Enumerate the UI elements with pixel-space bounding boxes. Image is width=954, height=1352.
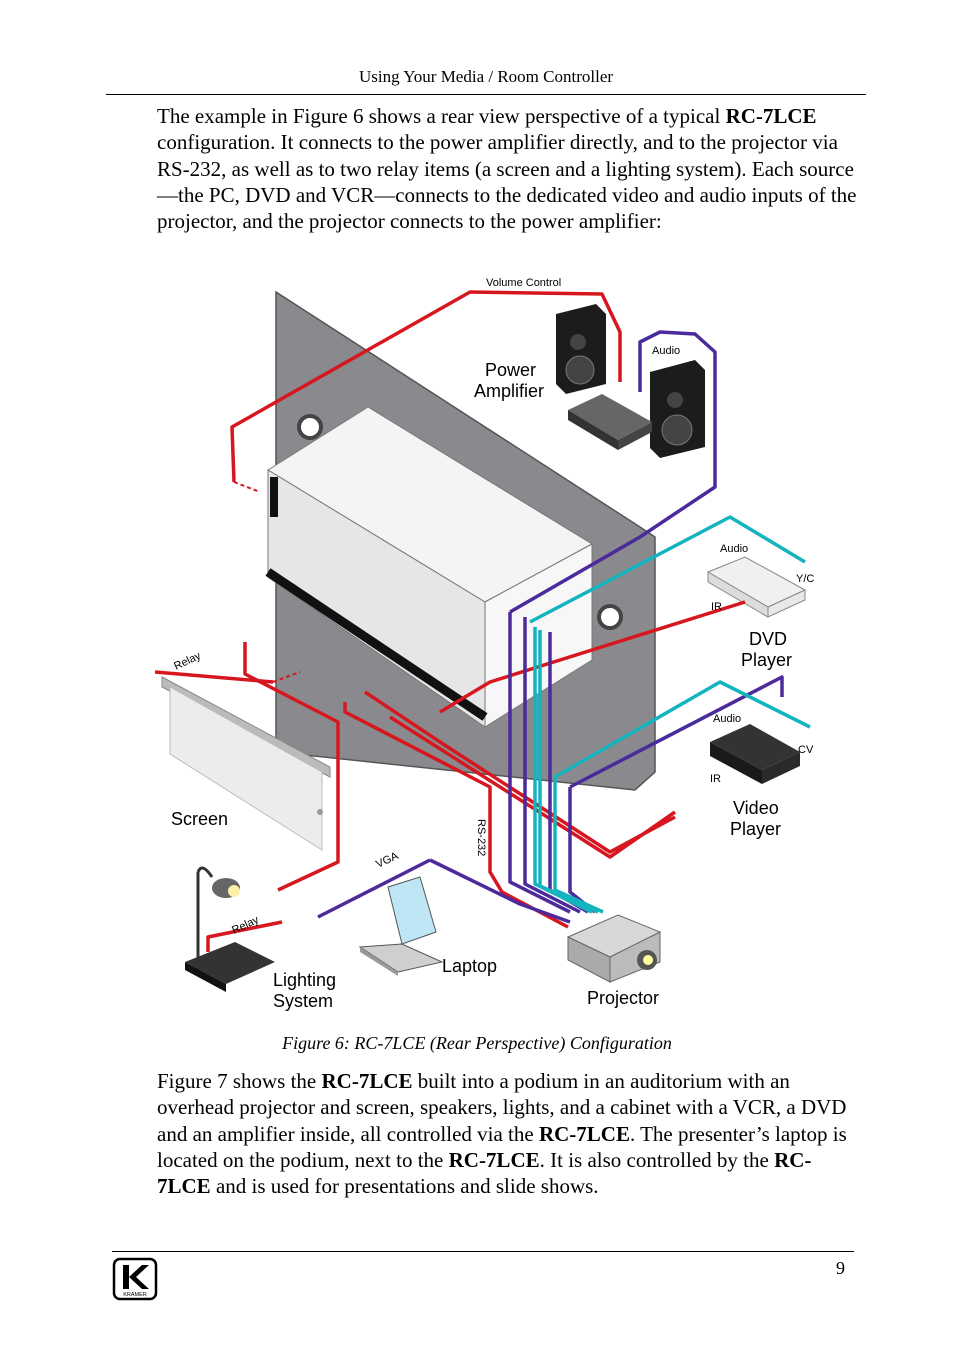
label-projector: Projector [587,988,660,1008]
label-rs232: RS-232 [475,819,487,857]
label-dvd-player: Player [741,650,793,670]
speaker [650,360,705,458]
text-run: . It is also controlled by the [539,1147,775,1172]
label-yc: Y/C [796,573,815,585]
projector-device [568,915,660,982]
label-dvd-player: DVD [749,629,788,649]
label-power-amplifier: Amplifier [474,381,545,401]
text-run: . The presenter’s laptop is located on the podium, next to the [157,1121,847,1172]
text-run: and is used for presentations and slide shows. [210,1174,599,1199]
label-relay-light: Relay [230,913,261,937]
label-power-amplifier: Power [485,360,537,380]
text-run: built into a podium in an auditorium with an overhead projector and screen, speakers, lights, and a cabinet with a VCR, a DVD and an amplifier inside, all controlled via the [157,1069,847,1146]
kramer-logo [112,1257,160,1301]
label-ir-dvd: IR [711,601,722,613]
mount-hole [599,606,621,628]
mount-hole [299,416,321,438]
video-player-device [710,724,800,784]
footer-rule [112,1251,854,1252]
label-ir-video: IR [710,773,721,785]
outro-paragraph [157,1068,857,1199]
label-audio-amp: Audio [652,345,681,357]
text-run: configuration. It connects to the power amplifier directly, and to the projector via RS-232, as well as to two relay items (a screen and a lighting system). Each source—the PC, DVD and VCR—connects to the dedicated video and audio inputs of the projector, and the projector connects to the power amplifier: [157,130,857,234]
product-name: RC-7LCE [321,1069,413,1093]
product-name: RC-7LCE [725,104,817,128]
figure-caption: Figure 6: RC-7LCE (Rear Perspective) Configuration [282,1033,672,1053]
lighting-system-device [185,868,275,992]
page-number: 9 [836,1258,845,1278]
label-volume-control: Volume Control [486,277,562,289]
label-lighting-system: Lighting [273,970,337,990]
label-audio-dvd: Audio [720,543,749,555]
text-run: The example in Figure 6 shows a rear view perspective of a typical [157,104,726,128]
intro-paragraph [157,103,857,234]
configuration-diagram [140,272,830,1017]
label-cv: CV [798,744,814,756]
label-laptop: Laptop [442,956,498,976]
product-name: RC-7LCE [157,1147,812,1199]
label-video-player: Video [733,798,779,818]
page-header [106,64,866,95]
laptop-device [360,877,442,976]
label-screen: Screen [171,809,229,829]
text-run: Figure 7 shows the [157,1069,322,1093]
label-lighting-system: System [273,991,334,1011]
label-audio-video: Audio [713,713,742,725]
power-amplifier-device [568,394,652,450]
speaker [556,304,606,394]
header-title: Using Your Media / Room Controller [358,67,614,86]
label-relay-screen: Relay [172,649,203,673]
product-name: RC-7LCE [538,1121,630,1146]
product-name: RC-7LCE [448,1147,540,1172]
logo-text: KRAMER [123,1292,147,1298]
label-video-player: Player [730,819,782,839]
label-vga: VGA [374,850,401,871]
